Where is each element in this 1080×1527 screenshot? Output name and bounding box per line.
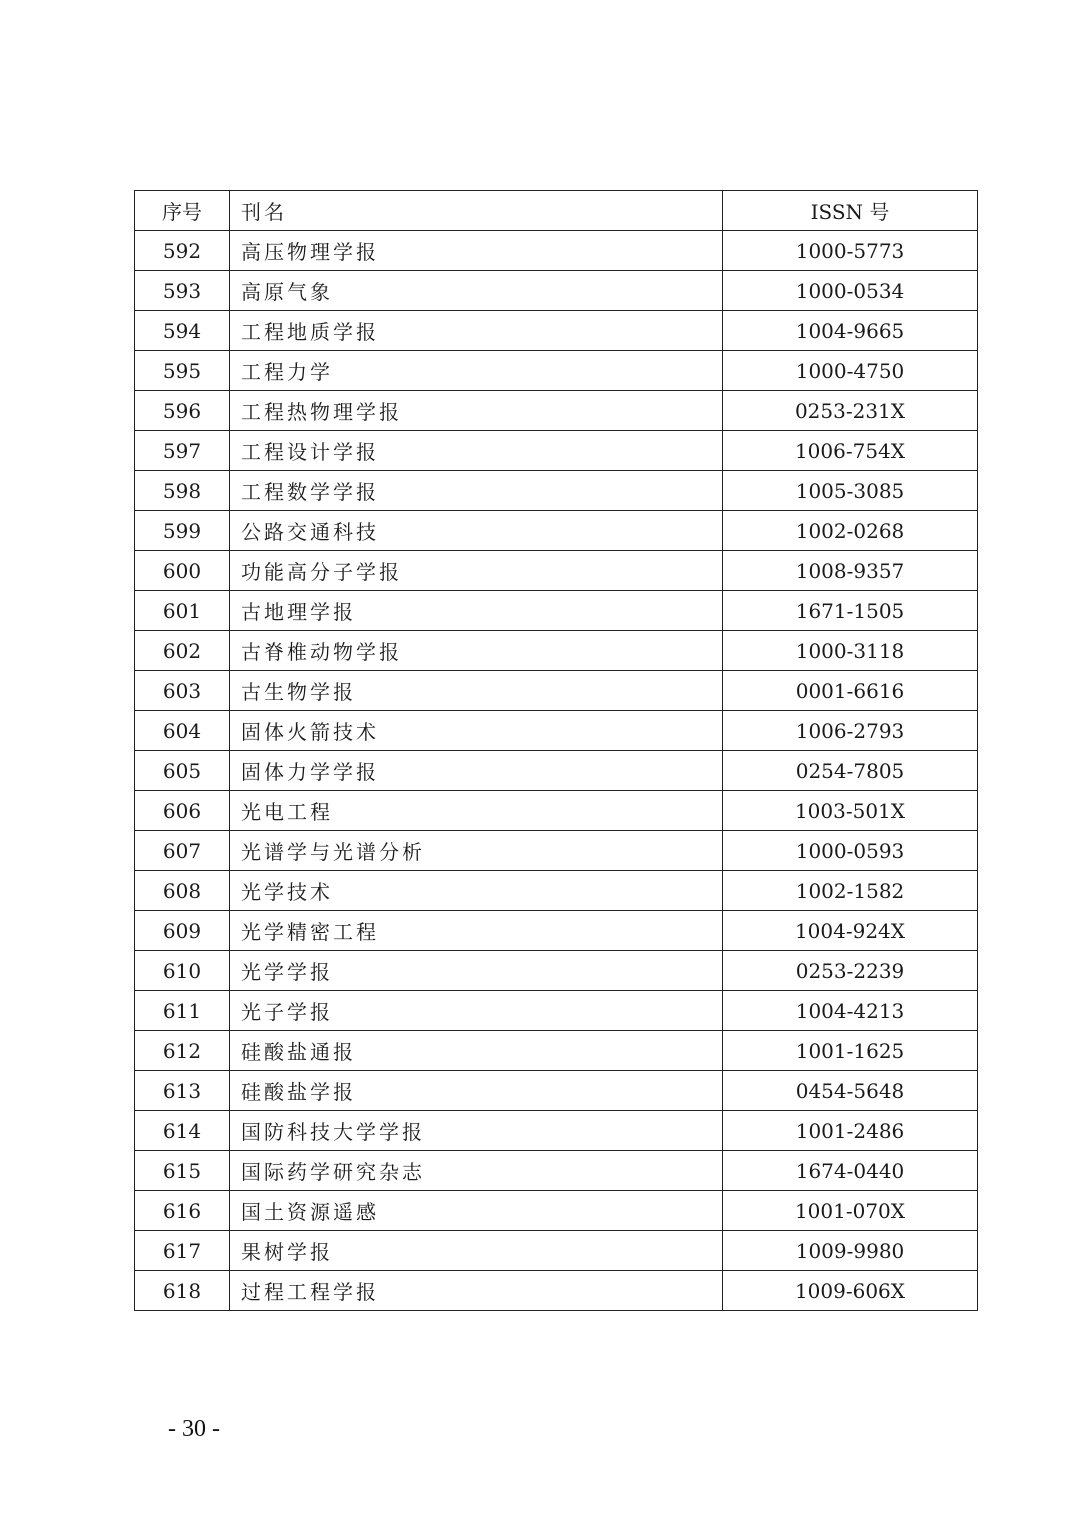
table-row bbox=[135, 1151, 978, 1191]
row-name: 固体力学学报 bbox=[230, 751, 723, 791]
row-number: 599 bbox=[135, 511, 230, 551]
row-issn: 1002-1582 bbox=[723, 871, 978, 911]
row-name: 光学技术 bbox=[230, 871, 723, 911]
table-header-row bbox=[135, 191, 978, 231]
row-issn: 1001-1625 bbox=[723, 1031, 978, 1071]
row-number: 601 bbox=[135, 591, 230, 631]
row-name: 工程力学 bbox=[230, 351, 723, 391]
row-name: 国防科技大学学报 bbox=[230, 1111, 723, 1151]
row-issn: 1009-606X bbox=[723, 1271, 978, 1311]
row-number: 603 bbox=[135, 671, 230, 711]
row-name: 公路交通科技 bbox=[230, 511, 723, 551]
row-name: 古生物学报 bbox=[230, 671, 723, 711]
row-number: 594 bbox=[135, 311, 230, 351]
row-name: 果树学报 bbox=[230, 1231, 723, 1271]
row-name: 功能高分子学报 bbox=[230, 551, 723, 591]
table-row bbox=[135, 1071, 978, 1111]
row-name: 工程设计学报 bbox=[230, 431, 723, 471]
row-issn: 0001-6616 bbox=[723, 671, 978, 711]
table-row bbox=[135, 391, 978, 431]
table-row bbox=[135, 911, 978, 951]
row-issn: 0253-2239 bbox=[723, 951, 978, 991]
header-name: 刊名 bbox=[230, 191, 723, 231]
row-number: 616 bbox=[135, 1191, 230, 1231]
row-number: 607 bbox=[135, 831, 230, 871]
row-number: 608 bbox=[135, 871, 230, 911]
row-number: 605 bbox=[135, 751, 230, 791]
table-row bbox=[135, 311, 978, 351]
row-name: 工程数学学报 bbox=[230, 471, 723, 511]
table-row bbox=[135, 1271, 978, 1311]
row-issn: 1000-5773 bbox=[723, 231, 978, 271]
row-issn: 1006-2793 bbox=[723, 711, 978, 751]
row-number: 613 bbox=[135, 1071, 230, 1111]
header-issn: ISSN 号 bbox=[723, 191, 978, 231]
row-issn: 1008-9357 bbox=[723, 551, 978, 591]
table-row bbox=[135, 791, 978, 831]
row-name: 古地理学报 bbox=[230, 591, 723, 631]
row-issn: 1674-0440 bbox=[723, 1151, 978, 1191]
row-issn: 1671-1505 bbox=[723, 591, 978, 631]
row-issn: 0254-7805 bbox=[723, 751, 978, 791]
row-issn: 1000-0534 bbox=[723, 271, 978, 311]
row-issn: 1004-9665 bbox=[723, 311, 978, 351]
row-issn: 1009-9980 bbox=[723, 1231, 978, 1271]
row-number: 617 bbox=[135, 1231, 230, 1271]
table-row bbox=[135, 711, 978, 751]
journal-table bbox=[134, 190, 978, 1311]
table-row bbox=[135, 671, 978, 711]
row-issn: 1001-2486 bbox=[723, 1111, 978, 1151]
row-number: 615 bbox=[135, 1151, 230, 1191]
table-row bbox=[135, 991, 978, 1031]
header-number: 序号 bbox=[135, 191, 230, 231]
row-name: 古脊椎动物学报 bbox=[230, 631, 723, 671]
row-number: 593 bbox=[135, 271, 230, 311]
row-name: 国土资源遥感 bbox=[230, 1191, 723, 1231]
row-number: 592 bbox=[135, 231, 230, 271]
row-name: 高原气象 bbox=[230, 271, 723, 311]
row-issn: 1004-924X bbox=[723, 911, 978, 951]
table-row bbox=[135, 271, 978, 311]
row-name: 硅酸盐通报 bbox=[230, 1031, 723, 1071]
row-number: 618 bbox=[135, 1271, 230, 1311]
table-row bbox=[135, 831, 978, 871]
page-number: - 30 - bbox=[168, 1416, 220, 1442]
row-number: 606 bbox=[135, 791, 230, 831]
row-issn: 1005-3085 bbox=[723, 471, 978, 511]
table-row bbox=[135, 431, 978, 471]
table-row bbox=[135, 751, 978, 791]
row-number: 596 bbox=[135, 391, 230, 431]
row-name: 高压物理学报 bbox=[230, 231, 723, 271]
table-row bbox=[135, 231, 978, 271]
row-issn: 1006-754X bbox=[723, 431, 978, 471]
row-name: 硅酸盐学报 bbox=[230, 1071, 723, 1111]
table-row bbox=[135, 591, 978, 631]
row-name: 光子学报 bbox=[230, 991, 723, 1031]
table-row bbox=[135, 1031, 978, 1071]
row-number: 598 bbox=[135, 471, 230, 511]
row-issn: 1001-070X bbox=[723, 1191, 978, 1231]
table-row bbox=[135, 871, 978, 911]
table-row bbox=[135, 1111, 978, 1151]
row-number: 609 bbox=[135, 911, 230, 951]
row-number: 614 bbox=[135, 1111, 230, 1151]
row-number: 600 bbox=[135, 551, 230, 591]
row-issn: 1004-4213 bbox=[723, 991, 978, 1031]
row-number: 604 bbox=[135, 711, 230, 751]
row-name: 工程热物理学报 bbox=[230, 391, 723, 431]
table-row bbox=[135, 351, 978, 391]
row-name: 光谱学与光谱分析 bbox=[230, 831, 723, 871]
table-row bbox=[135, 551, 978, 591]
row-issn: 0454-5648 bbox=[723, 1071, 978, 1111]
row-name: 光学精密工程 bbox=[230, 911, 723, 951]
table-row bbox=[135, 471, 978, 511]
row-name: 过程工程学报 bbox=[230, 1271, 723, 1311]
table-row bbox=[135, 1191, 978, 1231]
row-number: 597 bbox=[135, 431, 230, 471]
row-number: 612 bbox=[135, 1031, 230, 1071]
row-number: 602 bbox=[135, 631, 230, 671]
row-name: 光学学报 bbox=[230, 951, 723, 991]
row-issn: 1000-3118 bbox=[723, 631, 978, 671]
row-number: 610 bbox=[135, 951, 230, 991]
row-issn: 1000-0593 bbox=[723, 831, 978, 871]
table-row bbox=[135, 511, 978, 551]
row-name: 国际药学研究杂志 bbox=[230, 1151, 723, 1191]
row-name: 固体火箭技术 bbox=[230, 711, 723, 751]
row-name: 光电工程 bbox=[230, 791, 723, 831]
row-issn: 1002-0268 bbox=[723, 511, 978, 551]
row-issn: 1003-501X bbox=[723, 791, 978, 831]
row-number: 595 bbox=[135, 351, 230, 391]
row-issn: 1000-4750 bbox=[723, 351, 978, 391]
row-number: 611 bbox=[135, 991, 230, 1031]
table-row bbox=[135, 631, 978, 671]
table-row bbox=[135, 951, 978, 991]
row-issn: 0253-231X bbox=[723, 391, 978, 431]
row-name: 工程地质学报 bbox=[230, 311, 723, 351]
table-row bbox=[135, 1231, 978, 1271]
